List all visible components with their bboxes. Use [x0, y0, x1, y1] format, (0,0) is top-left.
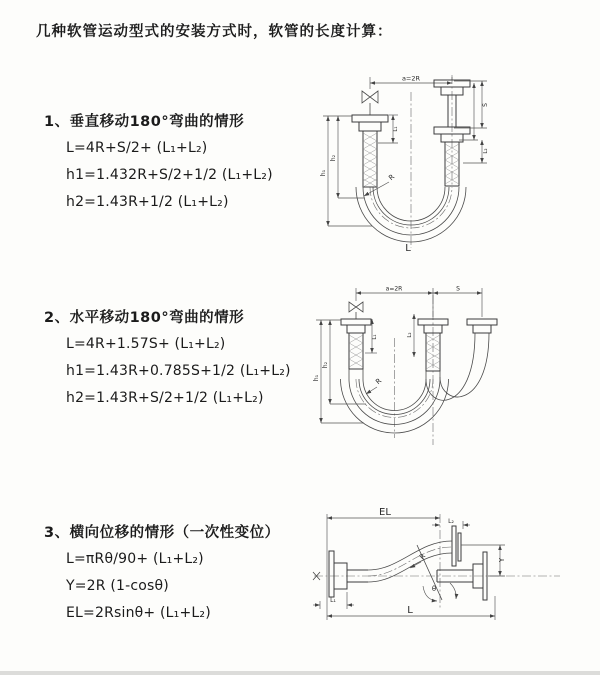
formula-line: h1=1.432R+S/2+1/2 (L₁+L₂): [66, 167, 273, 183]
valve-icon: [349, 302, 363, 319]
section-vertical-180: [44, 110, 334, 221]
page-title: 几种软管运动型式的安装方式时，软管的长度计算：: [36, 24, 393, 40]
diagram-horizontal-180-bend: [308, 283, 563, 458]
dim-l1-label: L₁: [330, 597, 336, 604]
dim-a-label: a=2R: [401, 74, 421, 83]
section-horizontal-180: [44, 306, 334, 417]
left-pipe-fitting: [352, 115, 388, 187]
dim-a-label: a=2R: [385, 285, 403, 293]
length-label: L: [405, 243, 411, 254]
centerlines: [313, 514, 560, 608]
left-flange-fitting: [329, 551, 368, 597]
formula-line: h1=1.43R+0.785S+1/2 (L₁+L₂): [66, 363, 291, 379]
section-3-heading: 3、横向位移的情形（一次性变位）: [44, 525, 280, 541]
dim-s-label: S: [456, 285, 460, 293]
radius-label: R: [374, 376, 384, 387]
radius-label: R: [418, 552, 428, 562]
centerlines: [356, 295, 433, 445]
dim-h1-h2: [320, 116, 372, 226]
page-bottom-edge: [0, 671, 600, 675]
angle-theta-label: θ: [431, 585, 437, 593]
valve-icon: [362, 91, 378, 115]
dim-h1-label: h₁: [320, 169, 327, 177]
section-1-heading: 1、垂直移动180°弯曲的情形: [44, 114, 245, 130]
radius-label: R: [387, 172, 397, 183]
diagram-vertical-180-bend: [315, 70, 550, 268]
dim-h1-label: h₁: [313, 374, 320, 382]
dim-l2-label: L₂: [483, 148, 489, 154]
formula-line: EL=2Rsinθ+ (L₁+L₂): [66, 605, 211, 621]
dim-l1-label: L₁: [372, 334, 378, 340]
formula-line: L=πRθ/90+ (L₁+L₂): [66, 551, 204, 567]
dim-s-label: S: [482, 103, 489, 107]
dim-l-label: L: [407, 605, 413, 616]
dim-l1-label: L₁: [393, 126, 399, 132]
dim-h2-label: h₂: [330, 154, 337, 162]
formula-line: h2=1.43R+1/2 (L₁+L₂): [66, 194, 229, 210]
dim-h1-h2: [313, 320, 366, 423]
upper-flange-displaced: [452, 526, 461, 566]
diagram-lateral-displacement: [300, 488, 600, 630]
dim-l2-label: L₂: [407, 332, 413, 338]
formula-line: Y=2R (1-cosθ): [66, 578, 169, 594]
formula-line: h2=1.43R+S/2+1/2 (L₁+L₂): [66, 390, 264, 406]
dim-l1-l2: [365, 314, 414, 357]
right-pipe-moved-position: [426, 319, 497, 400]
dim-l: [327, 596, 495, 620]
dim-y-label: Y: [498, 557, 506, 563]
dim-a-2r-and-s: [356, 286, 482, 318]
formula-line: L=4R+1.57S+ (L₁+L₂): [66, 336, 226, 352]
centerlines: [370, 75, 452, 248]
section-lateral-displacement: [44, 521, 334, 632]
dim-l2-label: L₂: [448, 518, 454, 525]
dim-el-label: EL: [379, 507, 391, 518]
left-pipe-fitting: [341, 319, 371, 379]
section-2-heading: 2、水平移动180°弯曲的情形: [44, 310, 245, 326]
formula-line: L=4R+S/2+ (L₁+L₂): [66, 140, 208, 156]
radius-leader: [366, 377, 383, 394]
dim-l2: [432, 518, 470, 529]
dim-h2-label: h₂: [322, 361, 329, 369]
